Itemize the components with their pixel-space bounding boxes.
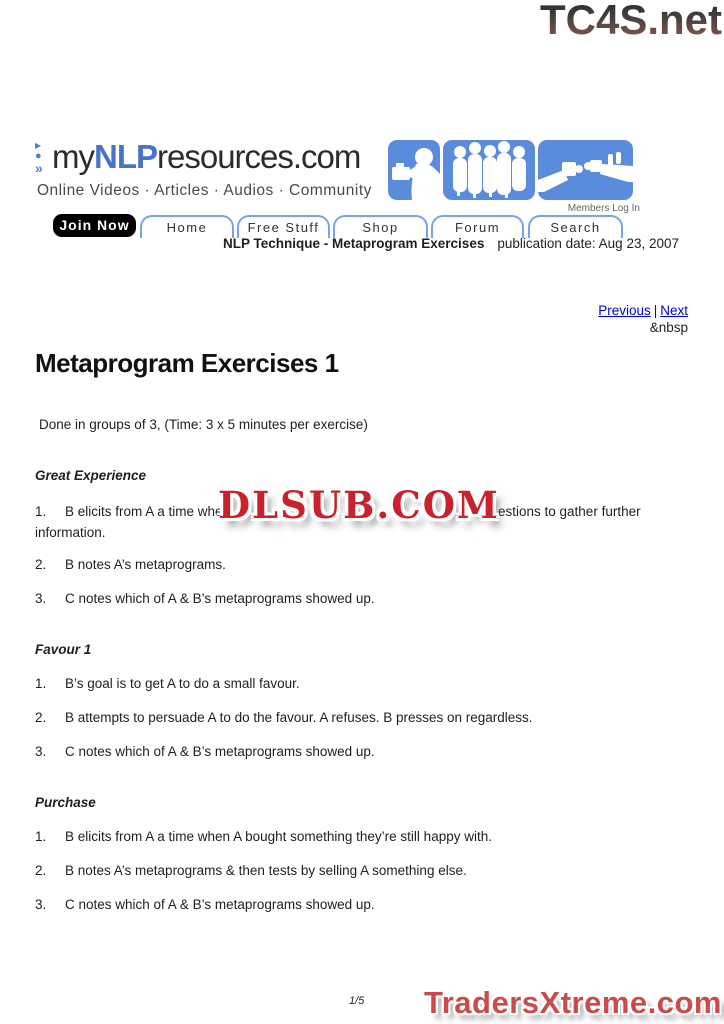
article-body bbox=[35, 349, 694, 915]
item-text-after: estions to gather further bbox=[498, 504, 641, 519]
tab-free-stuff[interactable]: Free Stuff bbox=[237, 215, 330, 238]
section-heading-great-experience: Great Experience bbox=[35, 468, 147, 483]
pager-separator: | bbox=[653, 303, 658, 318]
item-text: C notes which of A & B’s metaprograms showed up. bbox=[65, 744, 375, 759]
item-number: 1. bbox=[35, 829, 47, 844]
item-text: C notes which of A & B’s metaprograms showed up. bbox=[65, 897, 375, 912]
list-item bbox=[35, 483, 694, 543]
list-item bbox=[35, 554, 694, 575]
item-number: 3. bbox=[35, 591, 47, 606]
list-item bbox=[35, 826, 694, 847]
item-text: B notes A’s metaprograms & then tests by selling A something else. bbox=[65, 863, 467, 878]
fast-forward-icon: » bbox=[35, 160, 43, 176]
item-text: C notes which of A & B’s metaprograms showed up. bbox=[65, 591, 375, 606]
list-item bbox=[35, 860, 694, 881]
intro-line: Done in groups of 3, (Time: 3 x 5 minutes per exercise) bbox=[39, 417, 368, 432]
play-icon: ▶ bbox=[35, 141, 42, 150]
item-number: 3. bbox=[35, 897, 47, 912]
tab-search[interactable]: Search bbox=[528, 215, 623, 238]
item-text: B notes A’s metaprograms. bbox=[65, 557, 226, 572]
next-link[interactable]: Next bbox=[660, 303, 688, 318]
page-number: 1/5 bbox=[349, 995, 365, 1007]
item-text: B attempts to persuade A to do the favour. A refuses. B presses on regardless. bbox=[65, 710, 533, 725]
list-item bbox=[35, 741, 694, 762]
tradersxtreme-watermark: TradersXtreme.com bbox=[424, 985, 722, 1020]
logo-acronym: NLP bbox=[94, 138, 157, 175]
logo-tagline: Online Videos · Articles · Audios · Community bbox=[37, 182, 372, 199]
tc4s-watermark: TC4S.net bbox=[540, 0, 722, 44]
people-group-image bbox=[443, 140, 535, 200]
logo-suffix: resources.com bbox=[157, 138, 361, 175]
item-text: B elicits from A a time when A bought something they’re still happy with. bbox=[65, 829, 492, 844]
list-item bbox=[35, 673, 694, 694]
members-login-link[interactable]: Members Log In bbox=[567, 203, 640, 214]
list-item bbox=[35, 707, 694, 728]
list-item bbox=[35, 894, 694, 915]
previous-link[interactable]: Previous bbox=[598, 303, 651, 318]
dot-icon: ● bbox=[35, 150, 42, 162]
item-number: 3. bbox=[35, 744, 47, 759]
join-now-button[interactable]: Join Now bbox=[53, 214, 136, 237]
nbsp-literal: &nbsp bbox=[649, 320, 688, 335]
camera-person-image bbox=[388, 140, 440, 200]
publication-date: publication date: Aug 23, 2007 bbox=[497, 236, 679, 251]
article-title-bar bbox=[223, 236, 679, 251]
tab-home[interactable]: Home bbox=[140, 215, 234, 238]
item-text: B’s goal is to get A to do a small favour. bbox=[65, 676, 300, 691]
tab-shop[interactable]: Shop bbox=[333, 215, 428, 238]
item-text-before: B elicits from A a time whe bbox=[65, 504, 223, 519]
item-number: 2. bbox=[35, 557, 47, 572]
section-heading-favour-1: Favour 1 bbox=[35, 642, 92, 657]
item-number: 2. bbox=[35, 710, 47, 725]
item-number: 1. bbox=[35, 676, 47, 691]
section-heading-purchase: Purchase bbox=[35, 795, 96, 810]
pager bbox=[598, 302, 688, 336]
item-number: 1. bbox=[35, 504, 47, 519]
item-text-wrap: information. bbox=[35, 525, 106, 540]
list-item bbox=[35, 588, 694, 609]
page-title: Metaprogram Exercises 1 bbox=[35, 348, 339, 378]
puzzle-hands-image bbox=[538, 140, 633, 200]
logo-media-icon bbox=[35, 142, 50, 175]
tab-forum[interactable]: Forum bbox=[431, 215, 524, 238]
dlsub-watermark: DLSUB.COM bbox=[218, 483, 500, 527]
article-bar-title: NLP Technique - Metaprogram Exercises bbox=[223, 236, 485, 251]
logo-wordmark bbox=[52, 138, 372, 176]
site-logo[interactable] bbox=[35, 138, 372, 200]
item-number: 2. bbox=[35, 863, 47, 878]
logo-prefix: my bbox=[52, 138, 94, 175]
